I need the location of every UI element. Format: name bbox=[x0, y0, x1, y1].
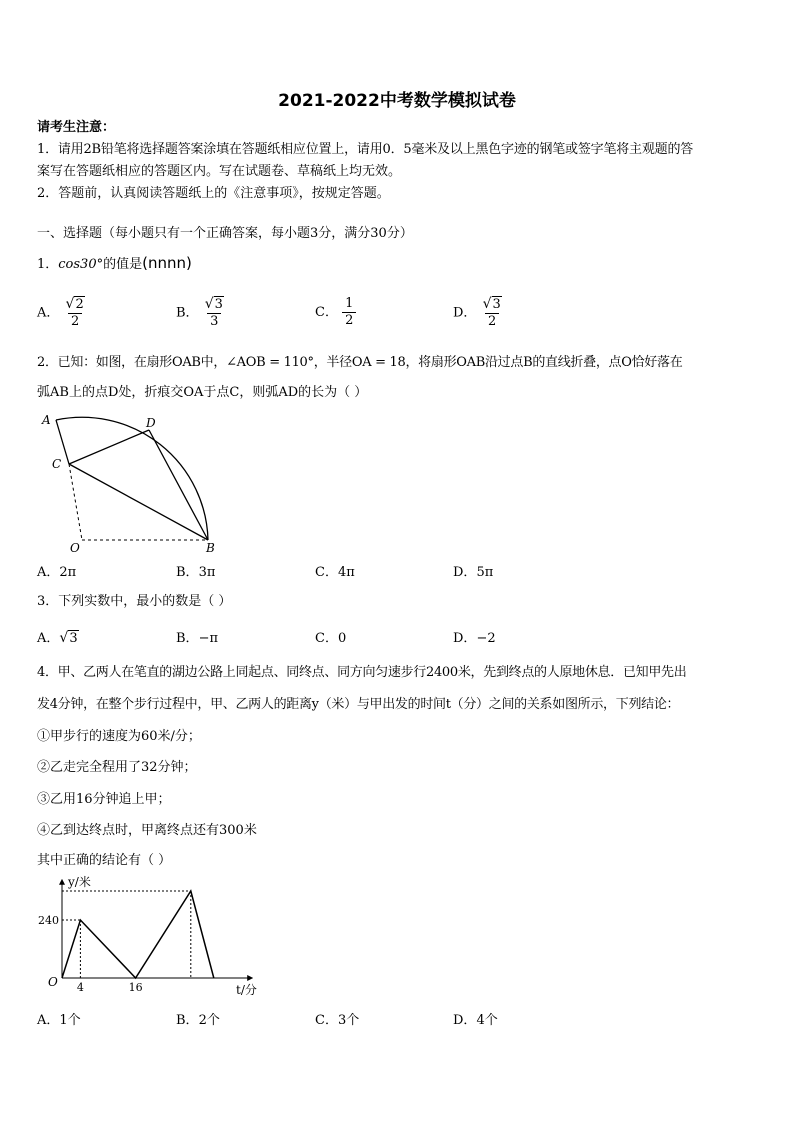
x-tick-label: 4 bbox=[76, 981, 84, 994]
q3-option-c[interactable]: C．0 bbox=[315, 631, 347, 646]
notice-item1-b: 案写在答题纸相应的答题区内。写在试题卷、草稿纸上均无效。 bbox=[37, 164, 402, 179]
segment-cd bbox=[69, 430, 149, 464]
x-axis-label: t/分 bbox=[236, 983, 257, 997]
x-tick-label: 16 bbox=[128, 981, 143, 994]
y-axis-label: y/米 bbox=[68, 875, 91, 889]
notice-item2: 2．答题前，认真阅读答题纸上的《注意事项》，按规定答题。 bbox=[37, 186, 390, 201]
option-letter: A． bbox=[37, 305, 60, 321]
fraction: √ 3 3 bbox=[204, 296, 223, 329]
q1-option-b[interactable] bbox=[176, 296, 226, 330]
notice-item1-a: 1．请用2B铅笔将选择题答案涂填在答题纸相应位置上，请用0．5毫米及以上黑色字迹的钢笔或签字笔将主观题的答 bbox=[37, 142, 694, 157]
q2-option-b[interactable]: B．3π bbox=[176, 565, 216, 580]
q2-option-d[interactable]: D．5π bbox=[453, 565, 494, 580]
q3-option-a[interactable]: A． √ 3 bbox=[37, 630, 78, 646]
fraction: √ 3 2 bbox=[482, 296, 501, 329]
label-o: O bbox=[70, 541, 80, 555]
q4-conclusion-2: ②乙走完全程用了32分钟； bbox=[37, 760, 197, 775]
q2-option-c[interactable]: C．4π bbox=[315, 565, 355, 580]
q4-option-b[interactable]: B．2个 bbox=[176, 1013, 220, 1028]
sector-figure bbox=[36, 408, 226, 558]
label-b: B bbox=[206, 541, 215, 555]
q1-expr: cos30° bbox=[58, 257, 104, 272]
q4-option-a[interactable]: A．1个 bbox=[37, 1013, 81, 1028]
option-letter: C． bbox=[315, 305, 338, 320]
option-letter: D． bbox=[453, 305, 477, 321]
q1-prefix: 1． bbox=[37, 257, 59, 272]
q1-option-c[interactable] bbox=[315, 296, 356, 329]
y-tick-label: 240 bbox=[38, 914, 59, 927]
label-d: D bbox=[146, 416, 156, 430]
q3-option-b[interactable]: B．−π bbox=[176, 631, 218, 646]
notice-heading: 请考生注意： bbox=[37, 120, 116, 135]
q2-stem-line1: 2．已知：如图，在扇形OAB中，∠AOB = 110°，半径OA = 18，将扇形OAB沿过点B的直线折叠，点O恰好落在 bbox=[37, 355, 683, 370]
q4-conclusion-1: ①甲步行的速度为60米/分； bbox=[37, 729, 201, 744]
q1-option-a[interactable] bbox=[37, 296, 87, 330]
option-letter: B． bbox=[176, 305, 199, 321]
q4-conclusion-3: ③乙用16分钟追上甲； bbox=[37, 792, 171, 807]
label-c: C bbox=[52, 457, 62, 471]
q3-stem: 3．下列实数中，最小的数是（ ） bbox=[37, 594, 232, 609]
q3-option-d[interactable]: D．−2 bbox=[453, 631, 496, 646]
segment-co bbox=[69, 464, 82, 540]
label-a: A bbox=[42, 413, 51, 427]
q4-stem-line2: 发4分钟，在整个步行过程中，甲、乙两人的距离y（米）与甲出发的时间t（分）之间的关系如图所示，下列结论： bbox=[37, 697, 680, 712]
q4-conclusion-4: ④乙到达终点时，甲离终点还有300米 bbox=[37, 823, 257, 838]
q4-ask: 其中正确的结论有（ ） bbox=[37, 853, 172, 868]
q1-suffix: 的值是 bbox=[103, 257, 143, 272]
sqrt: √ 3 bbox=[59, 630, 78, 646]
section-heading: 一、选择题（每小题只有一个正确答案，每小题3分，满分30分） bbox=[37, 226, 413, 241]
q1-stem bbox=[37, 252, 757, 276]
page-title: 2021-2022中考数学模拟试卷 bbox=[278, 91, 516, 111]
q1-option-d[interactable] bbox=[453, 296, 504, 330]
q2-stem-line2: 弧AB上的点D处，折痕交OA于点C，则弧AD的长为（ ） bbox=[37, 385, 368, 400]
q4-stem-line1: 4．甲、乙两人在笔直的湖边公路上同起点、同终点、同方向匀速步行2400米，先到终点的人原地休息．已知甲先出 bbox=[37, 665, 687, 680]
origin-label: O bbox=[48, 975, 58, 989]
fraction: $\frac{1}{2}$ bbox=[342, 296, 356, 329]
distance-time-graph bbox=[36, 872, 266, 1002]
fraction: √ 2 2 bbox=[65, 296, 84, 329]
q1-blank: (nnnn) bbox=[142, 254, 192, 272]
q2-option-a[interactable]: A．2π bbox=[37, 565, 77, 580]
arc-ab bbox=[56, 417, 208, 540]
q4-option-d[interactable]: D．4个 bbox=[453, 1013, 498, 1028]
q4-option-c[interactable]: C．3个 bbox=[315, 1013, 360, 1028]
